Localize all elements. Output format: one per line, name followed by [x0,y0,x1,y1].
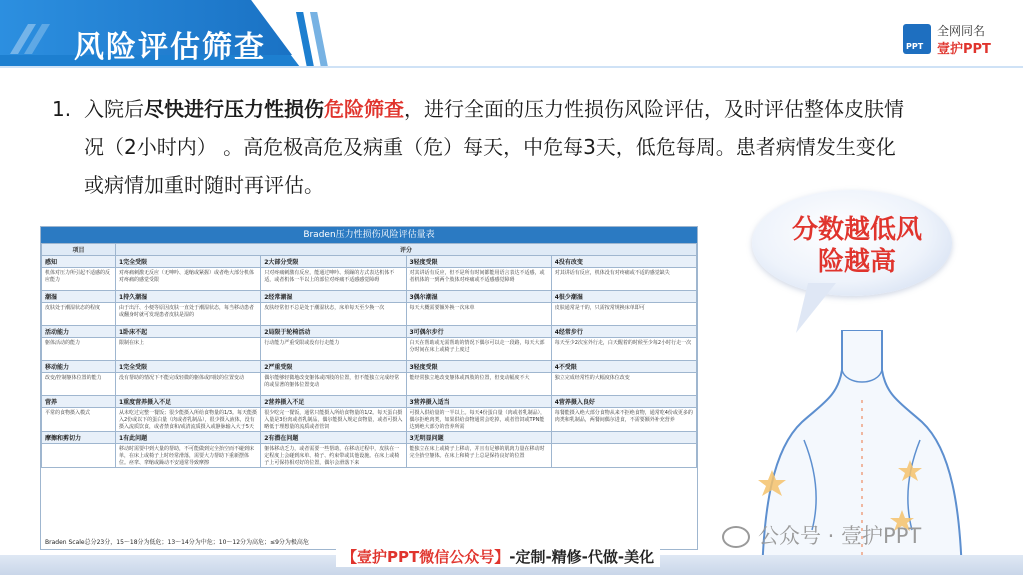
score-level: 1完全受限 [116,256,261,268]
braden-grid [41,243,697,468]
score-level: 1有此问题 [116,432,261,444]
score-level: 2有潜在问题 [261,432,406,444]
paragraph-line-1 [84,90,904,128]
score-description: 偶尔能够轻微地改变躯体或四肢的位置，但不能独立完成经常的或显著的躯体位置变动 [261,373,406,396]
header-item: 项目 [42,244,116,256]
score-description: 能经常独立地改变躯体或四肢的位置，但变动幅度不大 [406,373,551,396]
line1-d: ，进行全面的压力性损伤风险评估，及时评估整体皮肤情 [404,97,904,121]
title-deco-icon [6,20,62,58]
score-level: 2营养摄入不足 [261,396,406,408]
score-level: 1持久潮湿 [116,291,261,303]
line1-bold: 尽快进行压力性损伤 [144,97,324,121]
title-chevron [296,12,314,67]
score-description: 移动时需要中到大量的帮助，不可能做到完全抬空而不碰到床单，在床上或椅子上时经常滑落，需要大力帮助下重新摆体位。痉挛、挛缩或躁动不安通常导致摩擦 [116,444,261,468]
score-level [551,432,696,444]
score-description: 对疼痛刺激无反应（无呻吟、退缩或紧握）或者绝大部分机体对疼痛的感觉受限 [116,268,261,291]
score-level: 2局限于轮椅活动 [261,326,406,338]
table-description-row [42,303,697,326]
line1-red: 危险筛查 [324,97,404,121]
score-level: 1卧床不起 [116,326,261,338]
score-description: 对其讲话有反应，但不是所有时间都能用语言表达不适感，或者机体的一到两个肢体对疼痛或不适感感觉障碍 [406,268,551,291]
score-level: 3偶尔潮湿 [406,291,551,303]
score-level: 2严重受限 [261,361,406,373]
table-description-row [42,373,697,396]
braden-table [40,226,698,550]
category-name: 感知 [42,256,116,268]
category-description: 躯体活动的能力 [42,338,116,361]
score-description: 从未吃过完整一餐饭；很少能摄入所给食物量的1/3。每天能摄入2份或以下的蛋白量（肉或者乳制品），很少摄入液体，没有摄入流质饮食，或者禁食和/或清流质摄入或静脉输入大于5天 [116,408,261,432]
category-description: 改变/控制躯体位置的能力 [42,373,116,396]
score-level: 4经常步行 [551,326,696,338]
score-level: 3轻度受限 [406,361,551,373]
category-name: 活动能力 [42,326,116,338]
header-score: 评分 [116,244,697,256]
score-level: 1完全受限 [116,361,261,373]
category-name: 潮湿 [42,291,116,303]
score-level: 4不受限 [551,361,696,373]
score-description: 由于出汗、小便等原因皮肤一直处于潮湿状态，每当移动患者或翻身时就可发现患者皮肤是湿的 [116,303,261,326]
table-category-row [42,326,697,338]
score-description: 对其讲话有反应，机体没有对疼痛或不适的感觉缺失 [551,268,696,291]
score-description: 每天至少2次室外行走，白天醒着的时候至少每2小时行走一次 [551,338,696,361]
score-description: 独立完成经常性的大幅度体位改变 [551,373,696,396]
title-chevron [310,12,328,67]
list-number: 1. [52,97,72,121]
score-level: 4很少潮湿 [551,291,696,303]
page-title: 风险评估筛查 [74,30,266,65]
score-level: 1重度营养摄入不足 [116,396,261,408]
table-category-row [42,256,697,268]
score-level: 3无明显问题 [406,432,551,444]
paragraph-line-3: 或病情加重时随时再评估。 [84,173,324,197]
brand-logo-icon: PPT [903,24,931,54]
footer-text [336,546,660,567]
title-divider [0,66,1023,68]
score-description: 只对疼痛刺激有反应，能通过呻吟、烦躁的方式表达机体不适，或者机体一半以上的部位对疼痛不适感感觉障碍 [261,268,406,291]
speech-bubble-tail [796,283,836,333]
line1-a: 入院后 [84,97,144,121]
bubble-text: 分数越低风险越高 [792,215,923,277]
table-category-row [42,432,697,444]
category-name: 移动能力 [42,361,116,373]
category-description: 机体对压力所引起不适感的反应能力 [42,268,116,291]
wechat-icon [722,526,750,548]
score-description [551,444,696,468]
footer-banner [0,546,1023,575]
table-category-row [42,291,697,303]
category-name: 摩擦和剪切力 [42,432,116,444]
score-description: 没有帮助的情况下不能完成轻微的躯体或四肢的位置变动 [116,373,261,396]
score-level: 2经常潮湿 [261,291,406,303]
score-level: 4营养摄入良好 [551,396,696,408]
score-description: 皮肤通常是干的，只需按常规换床单即可 [551,303,696,326]
table-title: Braden压力性损伤风险评估量表 [41,227,697,243]
score-description: 可摄入供给量的一半以上。每天4份蛋白量（肉或者乳制品），偶尔拒绝肉类，如果供给食物通常会吃掉，或者管饲或TPN能达到绝大部分的营养所需 [406,408,551,432]
score-description: 行动能力严重受限或没有行走能力 [261,338,406,361]
brand-logo [903,20,1013,60]
score-level: 4没有改变 [551,256,696,268]
footer-red-text: 【壹护PPT微信公众号】 [342,548,510,566]
category-description [42,444,116,468]
table-description-row [42,338,697,361]
footer-black-text: -定制-精修-代做-美化 [509,548,655,566]
score-level: 3轻度受限 [406,256,551,268]
category-name: 营养 [42,396,116,408]
category-description: 皮肤处于潮湿状态的程度 [42,303,116,326]
brand-logo-bottom: 壹护PPT [937,42,991,57]
score-level: 3可偶尔步行 [406,326,551,338]
table-description-row [42,408,697,432]
table-footnote: Braden Scale总分23分，15～18分为低危；13～14分为中危；10～12分为高危；≤9分为极高危 [45,539,309,546]
score-description: 很少吃完一餐饭，通常只能摄入所给食物量的1/2。每天蛋白摄入量是3份肉或者乳制品，偶尔能摄入规定食物量，或者可摄入略低于理想量的流质或者管饲 [261,408,406,432]
score-description: 限制在床上 [116,338,261,361]
score-description: 能独立在床上或椅子上移动，并且有足够的肌肉力量在移动时完全抬空躯体。在床上和椅子上总是保持良好的位置 [406,444,551,468]
score-level: 2大部分受限 [261,256,406,268]
category-description: 平常的食物摄入模式 [42,408,116,432]
table-category-row [42,361,697,373]
brand-logo-top: 全网同名 [937,24,986,38]
paragraph-line-2: 况（2小时内） 。高危极高危及病重（危）每天，中危每3天，低危每周。患者病情发生变化 [84,135,896,159]
table-header-row [42,244,697,256]
score-description: 白天在帮助或无需帮助的情况下偶尔可以走一段路，每天大部分时间在床上或椅子上度过 [406,338,551,361]
watermark-text: 公众号 · 壹护PPT [758,524,922,548]
score-level: 3营养摄入适当 [406,396,551,408]
table-category-row [42,396,697,408]
table-description-row [42,268,697,291]
table-description-row [42,444,697,468]
score-description: 躯体移动乏力，或者需要一些帮助，在移动过程中，皮肤在一定程度上会碰到床单、椅子、约束带或其他设施。在床上或椅子上可保持相对好的位置，偶尔会滑落下来 [261,444,406,468]
score-description: 皮肤经常但不总是处于潮湿状态，床单每天至少换一次 [261,303,406,326]
score-description: 每餐能摄入绝大部分食物从来不拒绝食物，通常吃4份或更多的肉类和乳制品，两餐间偶尔进食，不需要额外补充营养 [551,408,696,432]
score-description: 每天大概需要额外换一次床单 [406,303,551,326]
